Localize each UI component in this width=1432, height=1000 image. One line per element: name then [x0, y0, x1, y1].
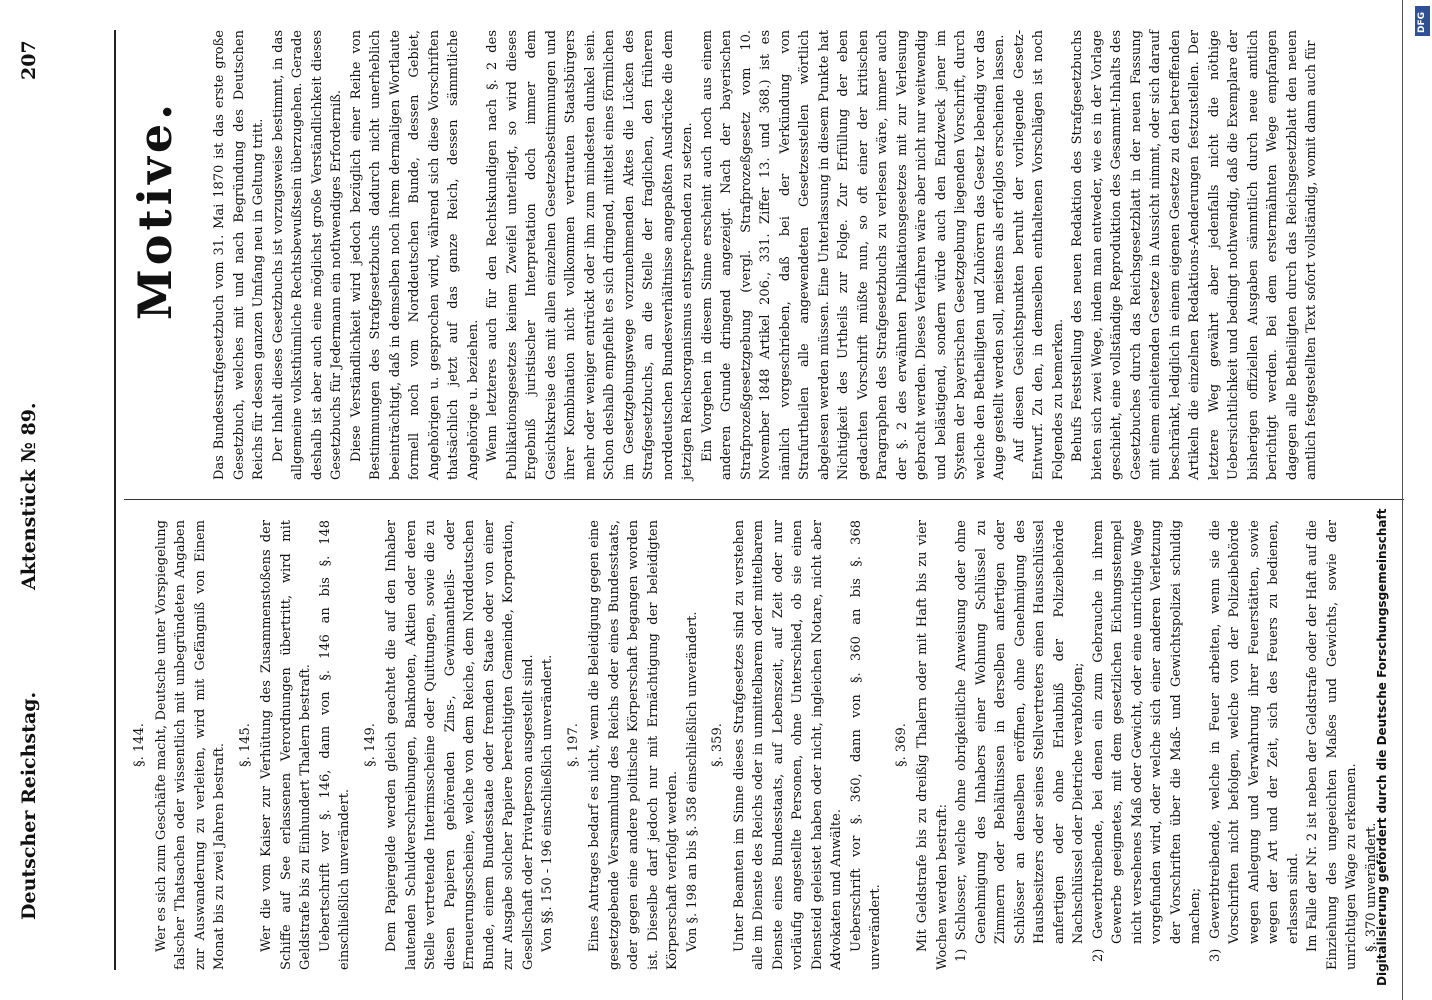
section-heading: §. 197.: [565, 723, 581, 767]
paragraph: Ein Vorgehen in diesem Sinne erscheint auch noch aus einem anderen Grunde dringend angezeigt. Nach der bayerischen Strafprozeßgesetzgebung (vergl. Strafprozeßgesetz vom 10. November 1848 Artikel 206., 331. Ziffer 13. und 368.) ist es nämlich vorgeschrieben, daß bei der Verkündung von Strafurtheilen alle angewendeten Gesetzesstellen wörtlich abgelesen werden müssen. Eine Unterlassung in diesem Punkte hat Nichtigkeit des Urtheils zur Folge. Zur Erfüllung der eben gedachten Vorschrift müßte nun, so oft einer der kritischen Paragraphen des Strafgesetzbuchs zu verlesen wäre, immer auch der §. 2 des erwähnten Publikationsgesetzes mit zur Verlesung gebracht werden. Dieses Verfahren wäre aber nicht nur weitwendig und belästigend, sondern würde auch den Endzweck jener im System der bayerischen Gesetzgebung liegenden Vorschrift, durch welche den Betheiligten und Zuhörern das Gesetz lebendig vor das Auge gestellt werden soll, meistens als erfolglos erscheinen lassen.: [699, 30, 1007, 480]
section-text: Wer es sich zum Geschäfte macht, Deutsche unter Vorspiegelung falscher Thatsachen oder wissentlich mit unbegründeten Angaben zur Auswanderung zu verleiten, wird mit Gefängniß von Einem Monat bis zu zwei Jahren bestraft.: [153, 520, 227, 970]
left-column: [124, 520, 1381, 970]
section-text: Eines Antrages bedarf es nicht, wenn die Beleidigung gegen eine gesetzgebende Versammlung des Reichs oder eines Bundesstaats, oder gegen eine andere politische Körperschaft begangen worden ist. Dieselbe darf jedoch nur mit Ermächtigung der beleidigten Körperschaft verfolgt werden.: [587, 520, 680, 970]
section-heading: §. 149.: [362, 723, 378, 767]
transfer-note: §. 370 unverändert.: [1363, 822, 1379, 952]
margin-rule: [1402, 0, 1403, 1000]
transfer-note: Uebertschrift vor §. 146, dann von §. 146 an bis §. 148 einschließlich unverändert.: [317, 520, 352, 970]
section-text: Unter Beamten im Sinne dieses Strafgesetzes sind zu verstehen alle im Dienste des Reichs oder in unmittelbarem oder mittelbarem Dienste eines Bundesstaats, auf Lebenszeit, auf Zeit oder nur vorläufig angestellte Personen, ohne Unterschied, ob sie einen Diensteid geleistet haben oder nicht, ingleichen Notare, nicht aber Advokaten und Anwälte.: [731, 520, 844, 970]
header-rule: [114, 30, 116, 970]
right-column: [210, 30, 1322, 480]
paragraph: Diese Verständlichkeit wird jedoch bezüglich einer Reihe von Bestimmungen des Strafgesetzbuchs dadurch nicht unerheblich beeinträchtigt, daß in demselben noch ihrem dermaligen Wortlaute formell noch vom Norddeutschen Bunde, dessen Gebiet, Angehörigen u. gesprochen wird, während sich diese Vorschriften thatsächlich jetzt auf das ganze Reich, dessen sämmtliche Angehörige u. beziehen.: [348, 30, 481, 480]
paragraph: Wenn letzteres auch für den Rechtskundigen nach §. 2 des Publikationsgesetzes keinem Zweifel unterliegt, so wird dieses Ergebniß juristischer Interpretation doch immer dem Gesichtskreise des mit allen einzelnen Gesetzesbestimmungen und ihrer Kombination nicht vollkommen vertrauten Staatsbürgers mehr oder weniger entrückt oder ihm zum mindesten dunkel sein. Schon deshalb empfiehlt es sich dringend, mittelst eines förmlichen im Gesetzgebungswege vorzunehmenden Aktes die Lücken des Strafgesetzbuchs, an die Stelle der fraglichen, den früheren norddeutschen Bundesverhältnisse angepaßten Ausdrücke die dem jetzigen Reichsorganismus entsprechenden zu setzen.: [485, 30, 695, 480]
page-number: 207: [18, 40, 40, 80]
section-text: Dem Papiergelde werden gleich geachtet die auf den Inhaber lautenden Schuldverschreibungen, Banknoten, Aktien oder deren Stelle vertretende Interimsscheine oder Quittungen, sowie die zu diesen Papieren gehörenden Zins-, Gewinnantheils- oder Erneuerungsscheine, welche von dem Reiche, dem Norddeutschen Bunde, einem Bundesstaate oder fremden Staate oder von einer zur Ausgabe solcher Papiere berechtigten Gemeinde, Korporation, Gesellschaft oder Privatperson ausgestellt sind.: [384, 520, 536, 970]
section-heading: §. 145.: [237, 723, 253, 767]
dfg-logo-text: DFG: [1417, 11, 1427, 33]
header-left-title: Deutscher Reichstag.: [18, 691, 40, 920]
section-heading: §. 359.: [710, 723, 725, 767]
section-heading: §. 369.: [893, 723, 909, 767]
transfer-note: Von §. 198 an bis §. 358 einschließlich unverändert.: [684, 611, 700, 952]
list-item: 3) Gewerbtreibende, welche in Feuer arbeiten, wenn sie die Vorschriften nicht befolgen, welche von der Polizeibehörde wegen Anlegung und Verwahrung ihrer Feuerstätten, sowie wegen der Art und der Zeit, sich des Feuers zu bedienen, erlassen sind.: [1207, 520, 1301, 962]
section-intro: Mit Geldstrafe bis zu dreißig Thalern oder mit Haft bis zu vier Wochen werden bestraft:: [915, 520, 950, 970]
paragraph: Behufs Feststellung des neuen Redaktion des Strafgesetzbuchs bieten sich zwei Wege, indem man entweder, wie es in der Vorlage geschieht, eine vollständige Reproduktion des Gesammt-Inhalts des Gesetzbuches durch das Reichsgesetzblatt in der neuen Fassung mit einem einleitenden Gesetze in Aussicht nimmt, oder sich darauf beschränkt, lediglich in einem eigenen Gesetze zu den betreffenden Artikeln die einzelnen Redaktions-Aenderungen festzustellen. Der letztere Weg gewährt aber jedenfalls nicht die nöthige Uebersichtlichkeit und bedingt nothwendig, daß die Exemplare der bisherigen offiziellen Ausgaben sämmtlich durch neue amtlich berichtigt werden. Bei dem erstermähnten Wege empfangen dagegen alle Betheiligten durch das Reichsgesetzblatt den neuen amtlich festgestellten Text sofort vollständig, womit dann auch für: [1070, 30, 1319, 480]
transfer-note: Von §§. 150 - 196 einschließlich unverändert.: [540, 654, 555, 952]
list-item: 1) Schlosser, welche ohne obrigkeitliche Anweisung oder ohne Genehmigung des Inhabers einer Wohnung Schlüssel zu Zimmern oder Behältnissen in derselben anfertigen oder Schlösser an denselben eröffnen, ohne Genehmigung des Hausbesitzers oder seines Stellvertreters einen Hausschlüssel anfertigen oder ohne Erlaubniß der Polizeibehörde Nachschlüssel oder Dietriche verabfolgen;: [954, 520, 1086, 962]
paragraph: Das Bundesstrafgesetzbuch vom 31. Mai 1870 ist das erste große Gesetzbuch, welches mit und nach Begründung des Deutschen Reichs für dessen ganzen Umfang neu in Geltung tritt.: [212, 30, 266, 480]
digitization-note: Digitalisierung gefördert durch die Deutsche Forschungsgemeinschaft: [1375, 508, 1389, 986]
transfer-note: Ueberschrift vor §. 360, dann von §. 360 an bis §. 368 unverändert.: [848, 520, 883, 970]
paragraph: Auf diesen Gesichtspunkten beruht der vorliegende Gesetz-Entwurf. Zu den, in demselben enthaltenen Vorschlägen ist noch Folgendes zu bemerken.: [1011, 30, 1066, 480]
section-heading: §. 144.: [132, 723, 147, 767]
section-text: Wer die vom Kaiser zur Verhütung des Zusammenstoßens der Schiffe auf See erlassenen Verordnungen übertritt, wird mit Geldstrafe bis zu Einhundert Thalern bestraft.: [259, 520, 313, 970]
header-center-title: Aktenstück № 89.: [18, 402, 40, 590]
list-item: 2) Gewerbtreibende, bei denen ein zum Gebrauche in ihrem Gewerbe geeignetes, mit dem gesetzlichen Eichungsstempel nicht versehenes Maß oder Gewicht, oder eine unrichtige Wage vorgefunden wird, oder welche sich einer anderen Verletzung der Vorschriften über die Maß- und Gewichtspolizei schuldig machen;: [1090, 520, 1203, 962]
column-divider: [124, 499, 1404, 500]
section-closing: Im Falle der Nr. 2 ist neben der Geldstrafe oder der Haft auf die Einziehung des ungeeichten Maßes und Gewichts, sowie der unrichtigen Wage zu erkennen.: [1305, 520, 1359, 970]
motive-title: Motive.: [128, 99, 182, 321]
paragraph: Der Inhalt dieses Gesetzbuchs ist vorzugsweise bestimmt, in das allgemeine volksthümliche Rechtsbewußtsein überzugehen. Gerade deshalb ist aber auch eine möglichst große Verständlichkeit dieses Gesetzbuchs für Jedermann ein nothwendiges Erforderniß.: [270, 30, 344, 480]
dfg-logo: [1415, 6, 1430, 36]
